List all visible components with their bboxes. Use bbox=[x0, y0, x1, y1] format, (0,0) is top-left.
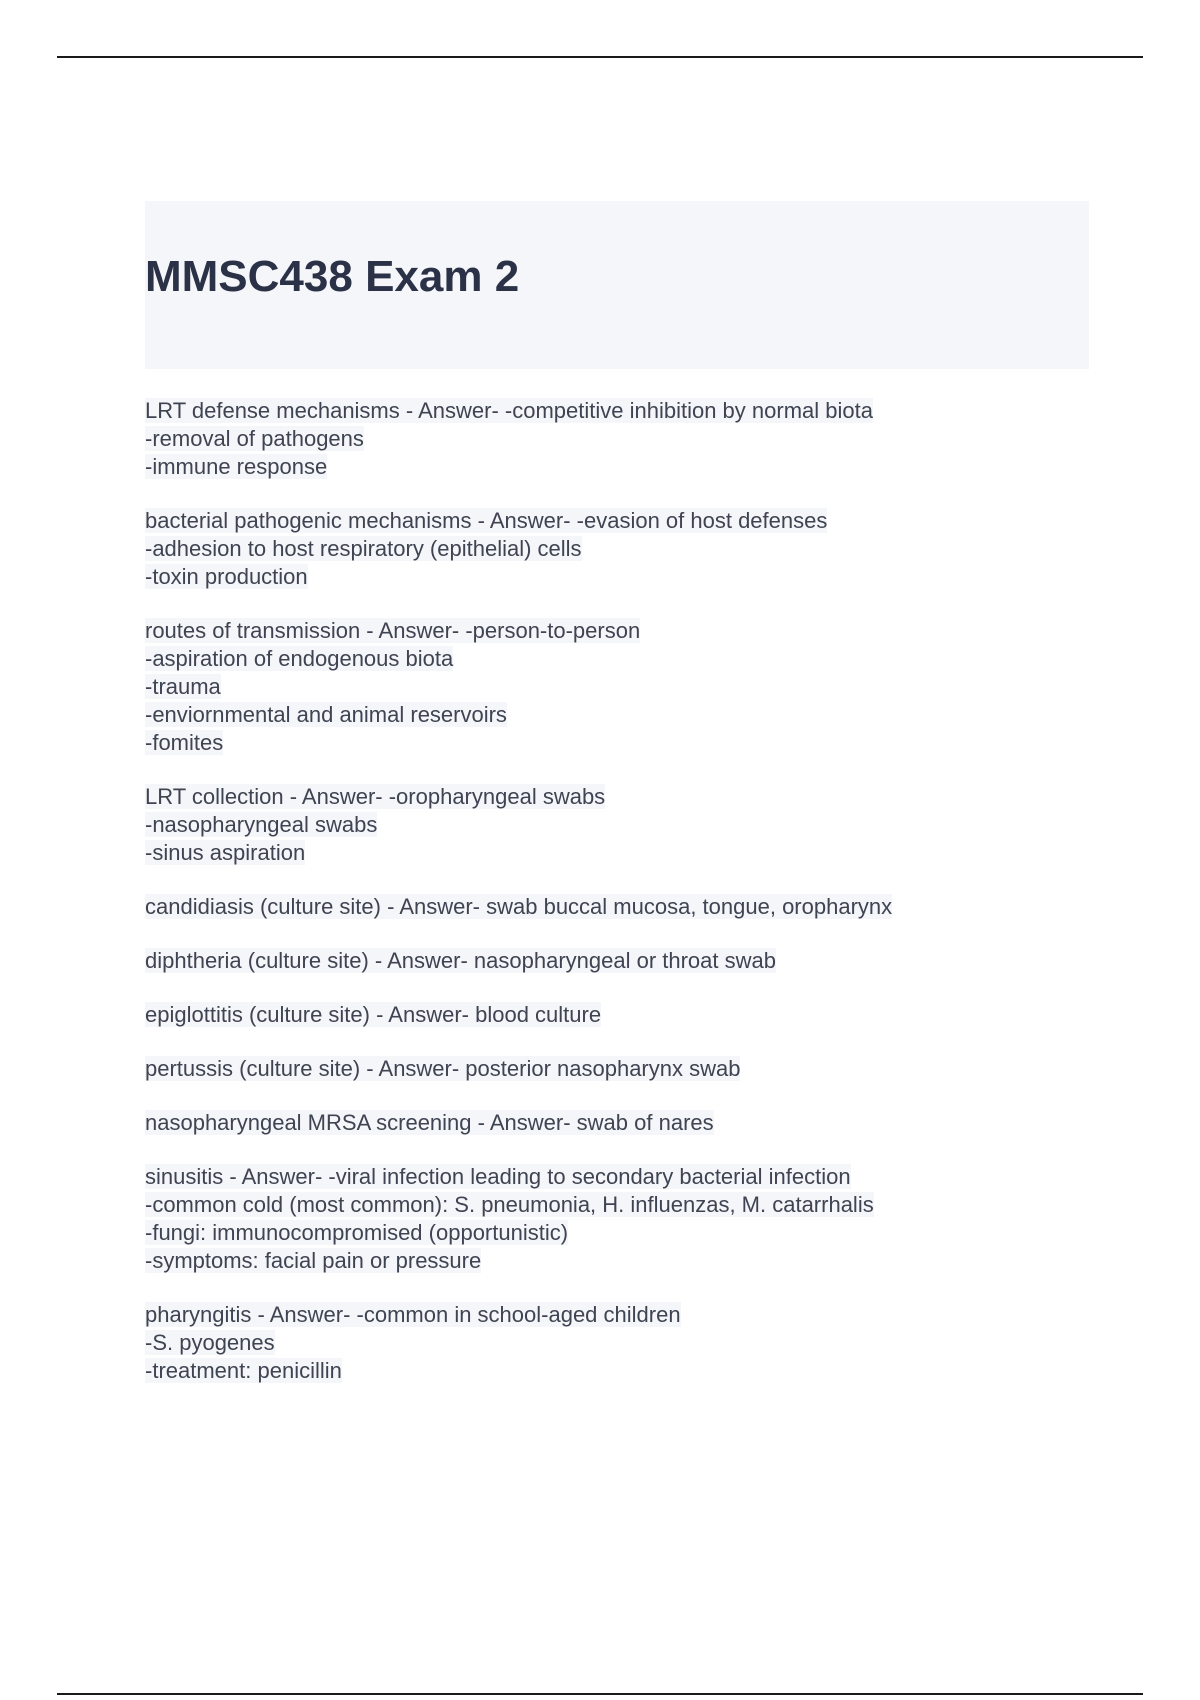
qa-line-text: -sinus aspiration bbox=[145, 840, 306, 865]
qa-line-text: -fungi: immunocompromised (opportunistic) bbox=[145, 1220, 569, 1245]
qa-entry bbox=[145, 1301, 1095, 1385]
qa-line-text: epiglottitis (culture site) - Answer- blood culture bbox=[145, 1002, 602, 1027]
qa-entry bbox=[145, 507, 1095, 591]
top-rule bbox=[57, 56, 1143, 58]
qa-question-line bbox=[145, 1001, 1095, 1029]
qa-entry bbox=[145, 397, 1095, 481]
qa-answer-line bbox=[145, 563, 1095, 591]
qa-line-text: -immune response bbox=[145, 454, 328, 479]
qa-question-line bbox=[145, 893, 1095, 921]
qa-question-line bbox=[145, 1055, 1095, 1083]
qa-line-text: -fomites bbox=[145, 730, 224, 755]
qa-answer-line bbox=[145, 535, 1095, 563]
qa-answer-line bbox=[145, 453, 1095, 481]
qa-answer-line bbox=[145, 1357, 1095, 1385]
qa-question-line bbox=[145, 947, 1095, 975]
document-title: MMSC438 Exam 2 bbox=[145, 252, 520, 301]
qa-answer-line bbox=[145, 1247, 1095, 1275]
qa-question-line bbox=[145, 397, 1095, 425]
qa-entry bbox=[145, 1055, 1095, 1083]
qa-entry bbox=[145, 947, 1095, 975]
qa-line-text: LRT collection - Answer- -oropharyngeal swabs bbox=[145, 784, 606, 809]
qa-line-text: -nasopharyngeal swabs bbox=[145, 812, 378, 837]
qa-list bbox=[145, 397, 1095, 1411]
qa-answer-line bbox=[145, 1191, 1095, 1219]
qa-line-text: pertussis (culture site) - Answer- posterior nasopharynx swab bbox=[145, 1056, 741, 1081]
qa-line-text: nasopharyngeal MRSA screening - Answer- swab of nares bbox=[145, 1110, 714, 1135]
qa-answer-line bbox=[145, 1219, 1095, 1247]
qa-line-text: -adhesion to host respiratory (epithelial) cells bbox=[145, 536, 582, 561]
qa-line-text: diphtheria (culture site) - Answer- nasopharyngeal or throat swab bbox=[145, 948, 776, 973]
qa-line-text: -aspiration of endogenous biota bbox=[145, 646, 454, 671]
qa-line-text: candidiasis (culture site) - Answer- swab buccal mucosa, tongue, oropharynx bbox=[145, 894, 893, 919]
qa-answer-line bbox=[145, 645, 1095, 673]
qa-answer-line bbox=[145, 729, 1095, 757]
qa-line-text: -trauma bbox=[145, 674, 221, 699]
qa-answer-line bbox=[145, 811, 1095, 839]
qa-entry bbox=[145, 1163, 1095, 1275]
qa-line-text: pharyngitis - Answer- -common in school-aged children bbox=[145, 1302, 681, 1327]
qa-entry bbox=[145, 1001, 1095, 1029]
qa-entry bbox=[145, 1109, 1095, 1137]
qa-answer-line bbox=[145, 425, 1095, 453]
qa-answer-line bbox=[145, 1329, 1095, 1357]
qa-answer-line bbox=[145, 701, 1095, 729]
qa-question-line bbox=[145, 507, 1095, 535]
qa-entry bbox=[145, 617, 1095, 757]
qa-entry bbox=[145, 893, 1095, 921]
qa-line-text: bacterial pathogenic mechanisms - Answer- -evasion of host defenses bbox=[145, 508, 828, 533]
qa-line-text: -removal of pathogens bbox=[145, 426, 364, 451]
qa-question-line bbox=[145, 1301, 1095, 1329]
qa-line-text: -enviornmental and animal reservoirs bbox=[145, 702, 507, 727]
qa-entry bbox=[145, 783, 1095, 867]
qa-question-line bbox=[145, 1163, 1095, 1191]
qa-line-text: -symptoms: facial pain or pressure bbox=[145, 1248, 482, 1273]
qa-line-text: -treatment: penicillin bbox=[145, 1358, 342, 1383]
bottom-rule bbox=[57, 1693, 1143, 1695]
qa-answer-line bbox=[145, 673, 1095, 701]
qa-answer-line bbox=[145, 839, 1095, 867]
qa-line-text: -toxin production bbox=[145, 564, 308, 589]
qa-line-text: LRT defense mechanisms - Answer- -competitive inhibition by normal biota bbox=[145, 398, 873, 423]
qa-question-line bbox=[145, 617, 1095, 645]
qa-question-line bbox=[145, 783, 1095, 811]
qa-line-text: -common cold (most common): S. pneumonia, H. influenzas, M. catarrhalis bbox=[145, 1192, 874, 1217]
qa-line-text: -S. pyogenes bbox=[145, 1330, 275, 1355]
qa-line-text: sinusitis - Answer- -viral infection leading to secondary bacterial infection bbox=[145, 1164, 851, 1189]
qa-line-text: routes of transmission - Answer- -person-to-person bbox=[145, 618, 641, 643]
qa-question-line bbox=[145, 1109, 1095, 1137]
